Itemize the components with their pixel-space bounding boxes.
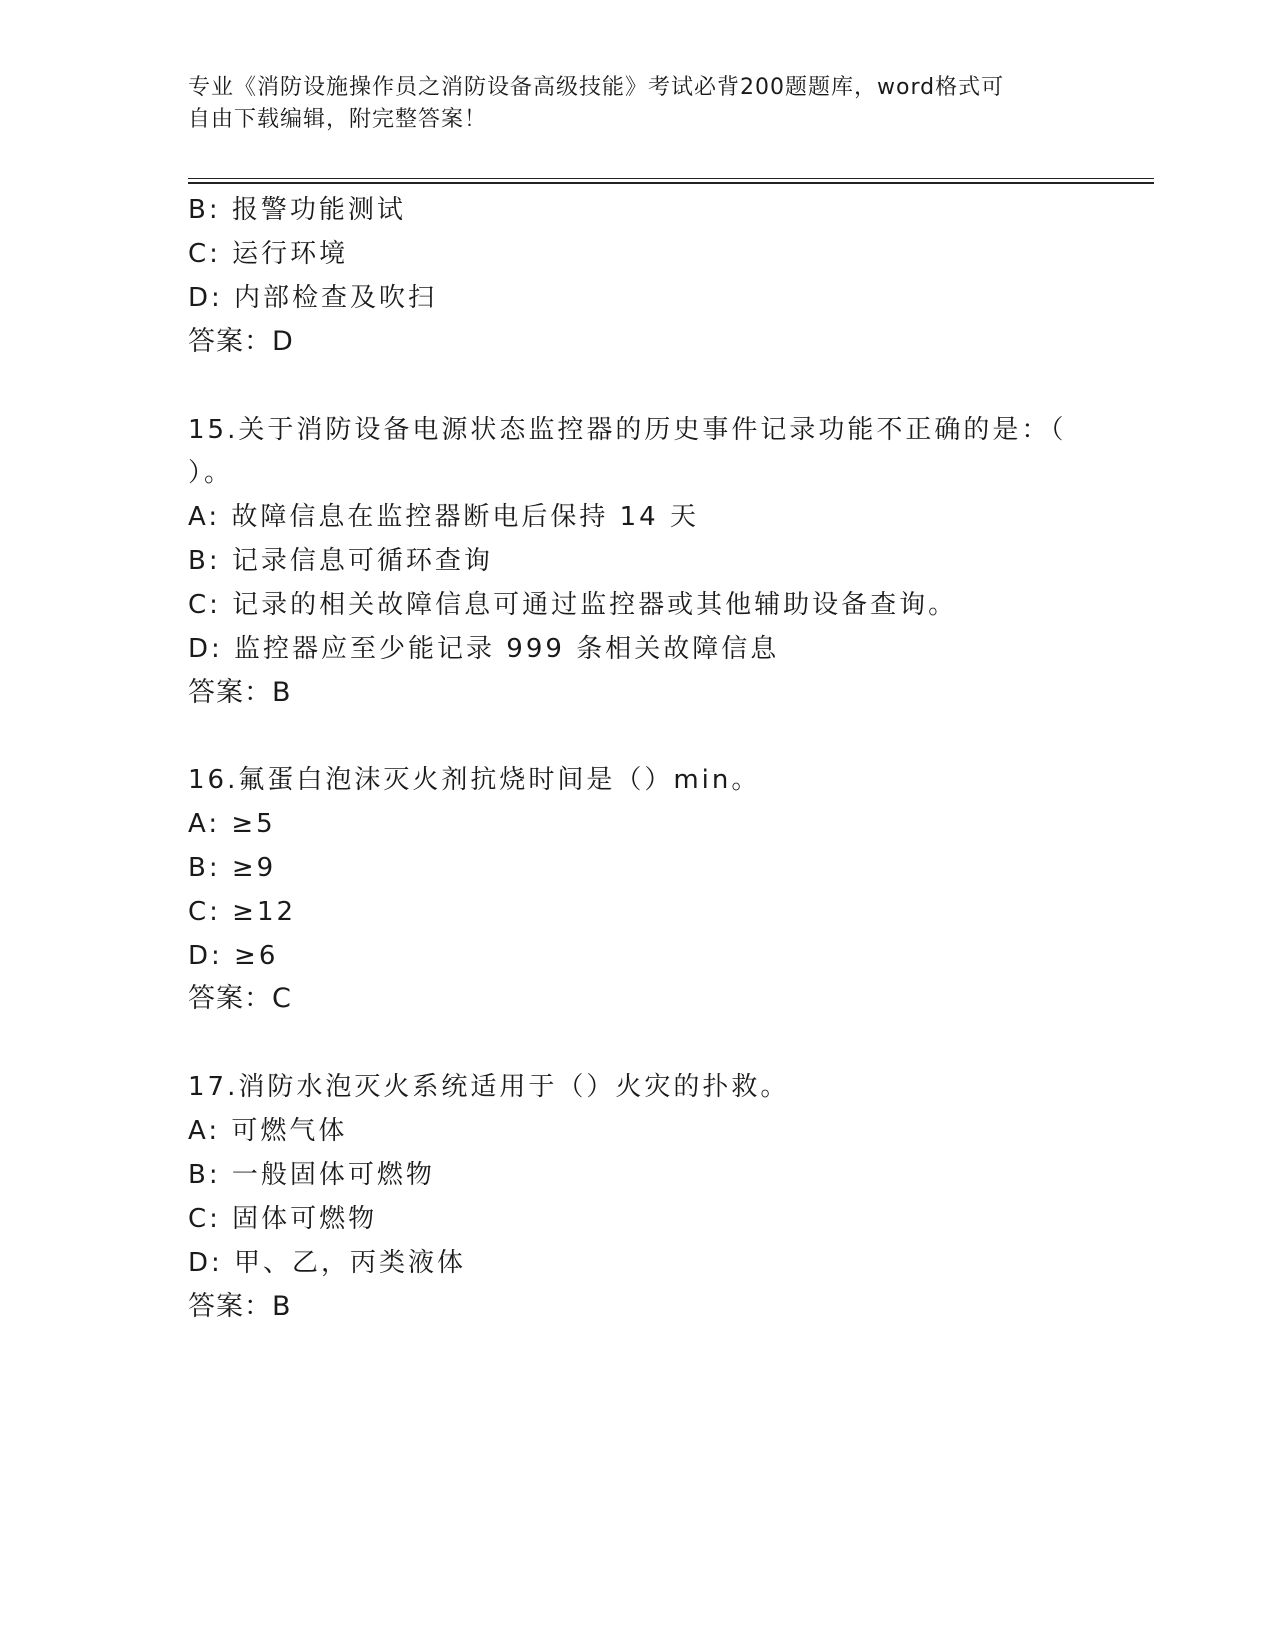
header-divider-top <box>188 178 1154 179</box>
q14-option-c: C: 运行环境 <box>188 239 349 269</box>
q15-stem-line-2: ）。 <box>188 458 234 488</box>
q15-option-a: A: 故障信息在监控器断电后保持 14 天 <box>188 502 699 532</box>
q15-option-d: D: 监控器应至少能记录 999 条相关故障信息 <box>188 634 780 664</box>
q17-option-d: D: 甲、乙，丙类液体 <box>188 1248 467 1278</box>
header-title-line-1: 专业《消防设施操作员之消防设备高级技能》考试必背200题题库，word格式可 <box>188 75 1005 100</box>
q17-answer: 答案：B <box>188 1291 292 1322</box>
document-header <box>188 72 1088 136</box>
q16-option-c: C: ≥12 <box>188 897 297 927</box>
q15-stem-line-1: 15.关于消防设备电源状态监控器的历史事件记录功能不正确的是：（ <box>188 415 1067 445</box>
q15-option-c: C: 记录的相关故障信息可通过监控器或其他辅助设备查询。 <box>188 590 958 620</box>
header-divider-bottom <box>188 182 1154 184</box>
q17-option-a: A: 可燃气体 <box>188 1116 348 1146</box>
q15-option-b: B: 记录信息可循环查询 <box>188 546 493 576</box>
q17-option-c: C: 固体可燃物 <box>188 1204 378 1234</box>
q16-option-d: D: ≥6 <box>188 941 279 971</box>
q17-option-b: B: 一般固体可燃物 <box>188 1160 435 1190</box>
q17-stem: 17.消防水泡灭火系统适用于（）火灾的扑救。 <box>188 1072 790 1102</box>
header-title-line-2: 自由下载编辑，附完整答案！ <box>188 107 488 132</box>
q16-stem: 16.氟蛋白泡沫灭火剂抗烧时间是（）min。 <box>188 765 761 795</box>
q16-answer: 答案：C <box>188 983 292 1014</box>
q16-option-a: A: ≥5 <box>188 809 276 839</box>
q16-option-b: B: ≥9 <box>188 853 277 883</box>
q15-answer: 答案：B <box>188 677 292 708</box>
q14-answer: 答案：D <box>188 326 294 357</box>
q14-option-d: D: 内部检查及吹扫 <box>188 283 438 313</box>
q14-option-b: B: 报警功能测试 <box>188 195 406 225</box>
